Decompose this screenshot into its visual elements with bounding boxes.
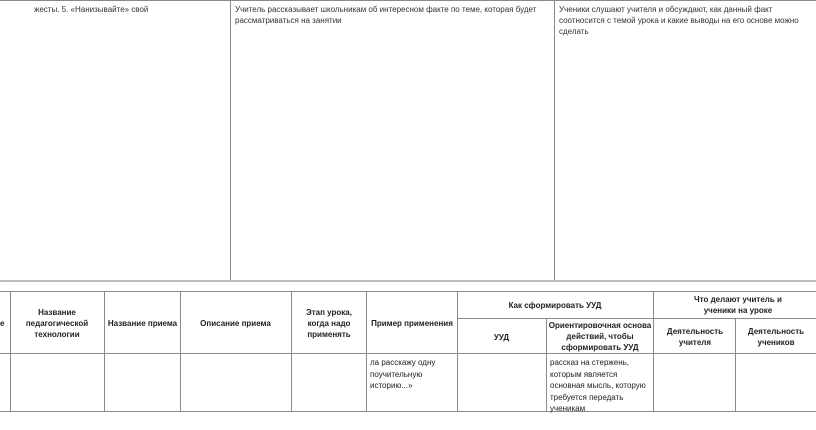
- header-uud: УУД: [493, 333, 510, 342]
- header-edge: е: [0, 319, 5, 328]
- header-technique-desc: Описание приема: [200, 319, 271, 328]
- col-line-8: [653, 291, 654, 411]
- top-cell-3-text: Ученики слушают учителя и обсуждают, как данный факт соотносится с темой урока и какие выводы на его основе можно сделать: [559, 5, 799, 36]
- top-cell-1-text: жесты. 5. «Нанизывайте» свой: [34, 5, 149, 14]
- header-how-to-form: Как сформировать УУД: [508, 301, 602, 310]
- top-border: [0, 0, 816, 1]
- header-technique-name: Название приема: [107, 319, 178, 328]
- header-bottom-line: [0, 353, 816, 354]
- col-line-4: [291, 291, 292, 411]
- header-teacher-activity: Деятельность учителя: [666, 327, 724, 347]
- col-line-7: [546, 318, 547, 411]
- top-divider-2: [554, 0, 555, 280]
- top-divider-1: [230, 0, 231, 280]
- top-bottom-border: [0, 280, 816, 282]
- col-line-9: [735, 318, 736, 411]
- bottom-border: [0, 411, 816, 412]
- col-line-2: [104, 291, 105, 411]
- col-line-3: [180, 291, 181, 411]
- row-example-text: ла расскажу одну поучительную историю...»: [370, 358, 436, 390]
- header-students-activity: Деятельность учеников: [747, 327, 805, 347]
- header-example: Пример применения: [371, 319, 453, 328]
- header-orientation: Ориентировочная основа действий, чтобы сформировать УУД: [548, 321, 652, 352]
- row-orientation-text: рассказ на стержень, которым является основная мысль, которую требуется передать ученикам: [550, 358, 646, 413]
- subheader-line: [457, 318, 816, 319]
- header-tech-name: Название педагогической технологии: [25, 308, 89, 339]
- col-line-1: [10, 291, 11, 411]
- top-cell-2-text: Учитель рассказывает школьникам об интересном факте по теме, которая будет рассматриваться на занятии: [235, 5, 537, 25]
- header-lesson-stage: Этап урока, когда надо применять: [306, 308, 352, 339]
- col-line-5: [366, 291, 367, 411]
- bottom-top-border: [0, 291, 816, 292]
- header-what-they-do: Что делают учитель и ученики на уроке: [694, 295, 782, 315]
